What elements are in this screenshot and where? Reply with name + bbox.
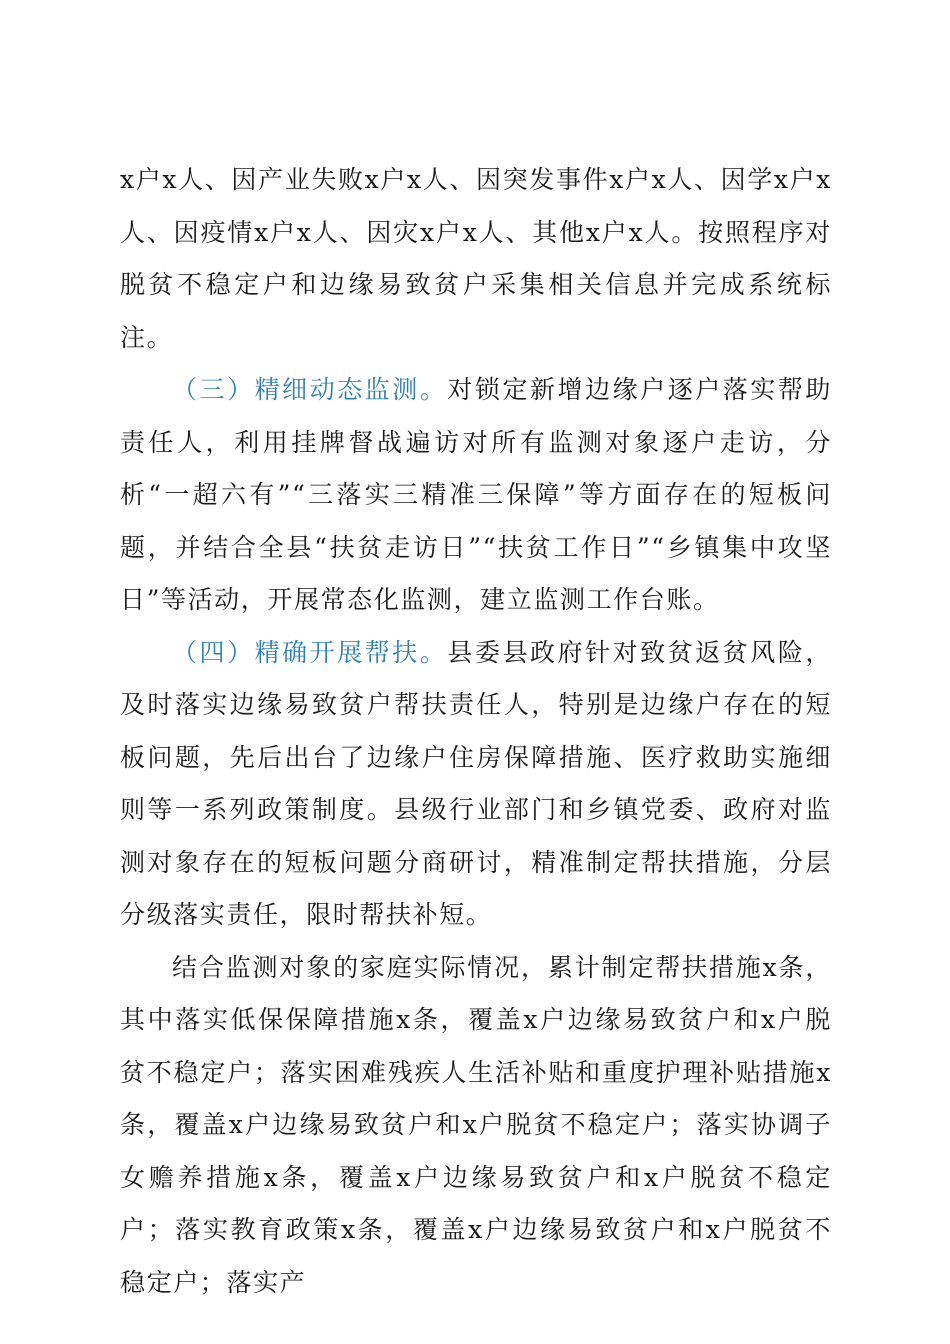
paragraph-assistance (120, 627, 832, 942)
paragraph-text: 对锁定新增边缘户逐户落实帮助责任人，利用挂牌督战遍访对所有监测对象逐户走访，分析“一超六有”“三落实三精准三保障”等方面存在的短板问题，并结合全县“扶贫走访日”“扶贫工作日”“乡镇集中攻坚日”等活动，开展常态化监测，建立监测工作台账。 (120, 375, 832, 614)
paragraph-text: 结合监测对象的家庭实际情况，累计制定帮扶措施x条，其中落实低保保障措施x条，覆盖x户边缘易致贫户和x户脱贫不稳定户；落实困难残疾人生活补贴和重度护理补贴措施x条，覆盖x户边缘易致贫户和x户脱贫不稳定户；落实协调子女赡养措施x条，覆盖x户边缘易致贫户和x户脱贫不稳定户；落实教育政策x条，覆盖x户边缘易致贫户和x户脱贫不稳定户；落实产 (120, 952, 832, 1297)
section-heading-three: （三）精细动态监测。 (172, 375, 448, 404)
paragraph-text: 县委县政府针对致贫返贫风险，及时落实边缘易致贫户帮扶责任人，特别是边缘户存在的短板问题，先后出台了边缘户住房保障措施、医疗救助实施细则等一系列政策制度。县级行业部门和乡镇党委、政府对监测对象存在的短板问题分商研讨，精准制定帮扶措施，分层分级落实责任，限时帮扶补短。 (120, 637, 832, 929)
paragraph-monitoring (120, 364, 832, 627)
paragraph-measures (120, 942, 832, 1310)
paragraph-continuation (120, 154, 832, 364)
section-heading-four: （四）精确开展帮扶。 (172, 637, 448, 667)
document-body (120, 154, 832, 1309)
paragraph-text: x户x人、因产业失败x户x人、因突发事件x户x人、因学x户x人、因疫情x户x人、因灾x户x人、其他x户x人。按照程序对脱贫不稳定户和边缘易致贫户采集相关信息并完成系统标注。 (120, 165, 832, 352)
